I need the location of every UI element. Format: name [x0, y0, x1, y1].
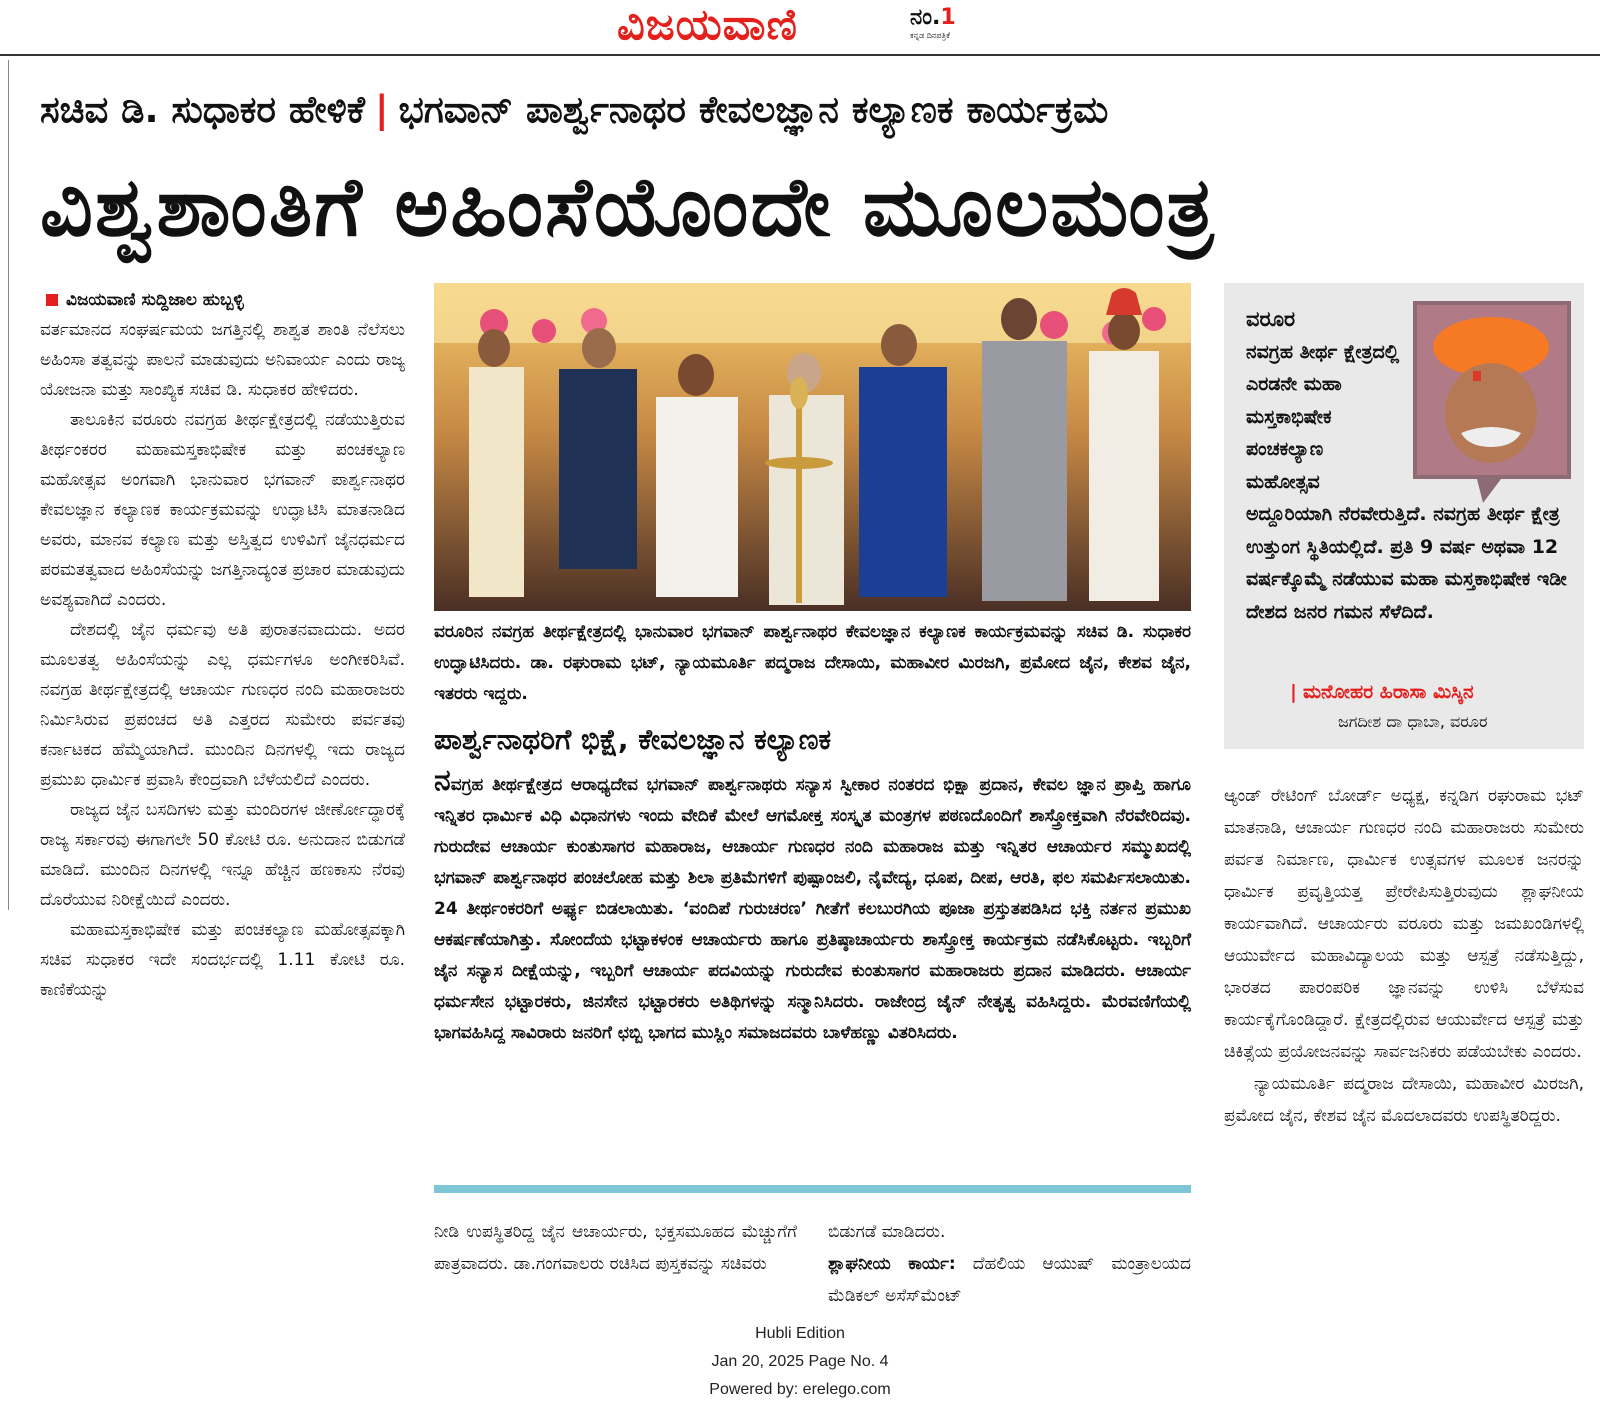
- pull-quote-author: [1290, 681, 1474, 703]
- left-paragraph: ಮಹಾಮಸ್ತಕಾಭಿಷೇಕ ಮತ್ತು ಪಂಚಕಲ್ಯಾಣ ಮಹೋತ್ಸವಕ್ಕಾಗಿ ಸಚಿವ ಸುಧಾಕರ ಇದೇ ಸಂದರ್ಭದಲ್ಲಿ 1.11 ಕೋಟಿ ರೂ. ಕಾಣಿಕೆಯನ್ನು: [40, 920, 405, 1000]
- pull-quote-narrow-text: ನವಗ್ರಹ ತೀರ್ಥ ಕ್ಷೇತ್ರದಲ್ಲಿ ಎರಡನೇ ಮಹಾ ಮಸ್ತಕಾಭಿಷೇಕ ಪಂಚಕಲ್ಯಾಣ ಮಹೋತ್ಸವ: [1246, 340, 1400, 493]
- kicker-left: ಸಚಿವ ಡಿ. ಸುಧಾಕರ ಹೇಳಿಕೆ: [40, 88, 365, 131]
- article-kicker: [40, 88, 1108, 132]
- badge-number: 1: [940, 5, 956, 30]
- pull-quote-text: [1246, 303, 1576, 628]
- left-column: [40, 285, 405, 1005]
- left-paragraph: ತಾಲೂಕಿನ ವರೂರು ನವಗ್ರಹ ತೀರ್ಥಕ್ಷೇತ್ರದಲ್ಲಿ ನಡೆಯುತ್ತಿರುವ ತೀರ್ಥಂಕರರ ಮಹಾಮಸ್ತಕಾಭಿಷೇಕ ಮತ್ತು ಪಂಚಕಲ್ಯಾಣ ಮಹೋತ್ಸವ ಅಂಗವಾಗಿ ಭಾನುವಾರ ಭಗವಾನ್ ಪಾರ್ಶ್ವನಾಥರ ಕೇವಲಜ್ಞಾನ ಕಲ್ಯಾಣಕ ಕಾರ್ಯಕ್ರಮವನ್ನು ಉದ್ಘಾಟಿಸಿ ಮಾತನಾಡಿದ ಅವರು, ಮಾನವ ಕಲ್ಯಾಣ ಮತ್ತು ಅಸ್ತಿತ್ವದ ಉಳಿವಿಗೆ ಜೈನಧರ್ಮದ ಪರಮತತ್ವವಾದ ಅಹಿಂಸೆಯನ್ನು ಜಗತ್ತಿನಾದ್ಯಂತ ಪ್ರಚಾರ ಮಾಡುವುದು ಅವಶ್ಯವಾಗಿದೆ ಎಂದರು.: [40, 410, 405, 610]
- right-column: [1224, 780, 1584, 1132]
- article-headline: ವಿಶ್ವಶಾಂತಿಗೆ ಅಹಿಂಸೆಯೊಂದೇ ಮೂಲಮಂತ್ರ: [40, 160, 1216, 255]
- photo-caption: ವರೂರಿನ ನವಗ್ರಹ ತೀರ್ಥಕ್ಷೇತ್ರದಲ್ಲಿ ಭಾನುವಾರ ಭಗವಾನ್ ಪಾರ್ಶ್ವನಾಥರ ಕೇವಲಜ್ಞಾನ ಕಲ್ಯಾಣಕ ಕಾರ್ಯಕ್ರಮವನ್ನು ಸಚಿವ ಡಿ. ಸುಧಾಕರ ಉದ್ಘಾಟಿಸಿದರು. ಡಾ. ರಘುರಾಮ ಭಟ್, ನ್ಯಾಯಮೂರ್ತಿ ಪದ್ಮರಾಜ ದೇಸಾಯಿ, ಮಹಾವೀರ ಮಿರಜಗಿ, ಪ್ರಮೋದ ಜೈನ, ಕೇಶವ ಜೈನ, ಇತರರು ಇದ್ದರು.: [434, 622, 1191, 704]
- left-paragraph: ರಾಜ್ಯದ ಜೈನ ಬಸದಿಗಳು ಮತ್ತು ಮಂದಿರಗಳ ಜೀರ್ಣೋದ್ಧಾರಕ್ಕೆ ರಾಜ್ಯ ಸರ್ಕಾರವು ಈಗಾಗಲೇ 50 ಕೋಟಿ ರೂ. ಅನುದಾನ ಬಿಡುಗಡೆ ಮಾಡಿದೆ. ಮುಂದಿನ ದಿನಗಳಲ್ಲಿ ಇನ್ನೂ ಹೆಚ್ಚಿನ ಹಣಕಾಸು ನೆರವು ದೊರೆಯುವ ನಿರೀಕ್ಷೆಯಿದೆ ಎಂದರು.: [40, 800, 405, 910]
- pull-quote-place: ಜಗದೀಶ ದಾ ಧಾಬಾ, ವರೂರ: [1338, 712, 1488, 731]
- middle-lower-right-text: [828, 1216, 1191, 1312]
- page-margin-rule: [8, 60, 9, 910]
- right-paragraph: ನ್ಯಾಯಮೂರ್ತಿ ಪದ್ಮರಾಜ ದೇಸಾಯಿ, ಮಹಾವೀರ ಮಿರಜಗಿ, ಪ್ರಮೋದ ಜೈನ, ಕೇಶವ ಜೈನ ಮೊದಲಾದವರು ಉಪಸ್ಥಿತರಿದ್ದರು.: [1224, 1074, 1584, 1126]
- author-name: ಮನೋಹರ ಹಿರಾಸಾ ಮಿಸ್ಕಿನ: [1302, 681, 1474, 703]
- middle-lower-right-rest: ದೆಹಲಿಯ ಆಯುಷ್ ಮಂತ್ರಾಲಯದ ಮೆಡಿಕಲ್ ಅಸೆಸ್‌ಮೆಂಟ್: [828, 1254, 1191, 1306]
- pull-quote-first-word: ವರೂರ: [1246, 307, 1296, 331]
- footer-date-page: Jan 20, 2025 Page No. 4: [711, 1353, 889, 1370]
- kicker-right: ಭಗವಾನ್ ಪಾರ್ಶ್ವನಾಥರ ಕೇವಲಜ್ಞಾನ ಕಲ್ಯಾಣಕ ಕಾರ್ಯಕ್ರಮ: [398, 88, 1109, 131]
- middle-lower-right-first: ಬಿಡುಗಡೆ ಮಾಡಿದರು.: [828, 1222, 946, 1242]
- left-paragraph: ದೇಶದಲ್ಲಿ ಜೈನ ಧರ್ಮವು ಅತಿ ಪುರಾತನವಾದುದು. ಅದರ ಮೂಲತತ್ವ ಅಹಿಂಸೆಯನ್ನು ಎಲ್ಲ ಧರ್ಮಗಳೂ ಅಂಗೀಕರಿಸಿವೆ. ನವಗ್ರಹ ತೀರ್ಥಕ್ಷೇತ್ರದಲ್ಲಿ ಆಚಾರ್ಯ ಗುಣಧರ ನಂದಿ ಮಹಾರಾಜರು ನಿರ್ಮಿಸಿರುವ ಪ್ರಪಂಚದ ಅತಿ ಎತ್ತರದ ಸುಮೇರು ಪರ್ವತವು ಕರ್ನಾಟಕದ ಹೆಮ್ಮೆಯಾಗಿದೆ. ಮುಂದಿನ ದಿನಗಳಲ್ಲಿ ಇದು ರಾಜ್ಯದ ಪ್ರಮುಖ ಧಾರ್ಮಿಕ ಪ್ರವಾಸಿ ಕೇಂದ್ರವಾಗಿ ಬೆಳೆಯಲಿದೆ ಎಂದರು.: [40, 620, 405, 790]
- badge-prefix: ನಂ.: [910, 5, 941, 30]
- number-one-badge: [910, 5, 984, 47]
- kicker-separator: |: [374, 88, 389, 131]
- byline-text: ವಿಜಯವಾಣಿ ಸುದ್ದಿಜಾಲ ಹುಬ್ಬಳ್ಳಿ: [66, 290, 244, 310]
- footer-powered-by: Powered by: erelego.com: [709, 1381, 891, 1398]
- page-footer: [0, 1320, 1600, 1404]
- badge-subtitle: ಕನ್ನಡ ದಿನಪತ್ರಿಕೆ: [910, 31, 951, 40]
- masthead: [0, 0, 1600, 55]
- right-paragraph: ಆ್ಯಂಡ್ ರೇಟಿಂಗ್ ಬೋರ್ಡ್ ಅಧ್ಯಕ್ಷ, ಕನ್ನಡಿಗ ರಘುರಾಮ ಭಟ್ ಮಾತನಾಡಿ, ಆಚಾರ್ಯ ಗುಣಧರ ನಂದಿ ಮಹಾರಾಜರು ಸುಮೇರು ಪರ್ವತ ನಿರ್ಮಾಣ, ಧಾರ್ಮಿಕ ಉತ್ಸವಗಳ ಮೂಲಕ ಜನರನ್ನು ಧಾರ್ಮಿಕ ಪ್ರವೃತ್ತಿಯತ್ತ ಪ್ರೇರೇಪಿಸುತ್ತಿರುವುದು ಶ್ಲಾಘನೀಯ ಕಾರ್ಯವಾಗಿದೆ. ಆಚಾರ್ಯರು ವರೂರು ಮತ್ತು ಜಮಖಂಡಿಗಳಲ್ಲಿ ಆಯುರ್ವೇದ ಮಹಾವಿದ್ಯಾಲಯ ಮತ್ತು ಆಸ್ಪತ್ರೆ ನಡೆಸುತ್ತಿದ್ದು, ಭಾರತದ ಪಾರಂಪರಿಕ ಜ್ಞಾನವನ್ನು ಉಳಿಸಿ ಬೆಳೆಸುವ ಕಾರ್ಯಕೈಗೊಂಡಿದ್ದಾರೆ. ಕ್ಷೇತ್ರದಲ್ಲಿರುವ ಆಯುರ್ವೇದ ಆಸ್ಪತ್ರೆ ಮತ್ತು ಚಿಕಿತ್ಸೆಯ ಪ್ರಯೋಜನವನ್ನು ಸಾರ್ವಜನಿಕರು ಪಡೆಯಬೇಕು ಎಂದರು.: [1224, 786, 1584, 1062]
- drop-cap: ನ: [434, 763, 451, 798]
- event-photo: [434, 283, 1191, 611]
- byline-marker-icon: [46, 294, 58, 306]
- masthead-divider: [0, 54, 1600, 56]
- sub-headline: ಪಾರ್ಶ್ವನಾಥರಿಗೆ ಭಿಕ್ಷೆ, ಕೇವಲಜ್ಞಾನ ಕಲ್ಯಾಣಕ: [434, 723, 832, 756]
- left-paragraph: ವರ್ತಮಾನದ ಸಂಘರ್ಷಮಯ ಜಗತ್ತಿನಲ್ಲಿ ಶಾಶ್ವತ ಶಾಂತಿ ನೆಲೆಸಲು ಅಹಿಂಸಾ ತತ್ವವನ್ನು ಪಾಲನೆ ಮಾಡುವುದು ಅನಿವಾರ್ಯ ಎಂದು ರಾಜ್ಯ ಯೋಜನಾ ಮತ್ತು ಸಾಂಖ್ಯಿಕ ಸಚಿವ ಡಿ. ಸುಧಾಕರ ಹೇಳಿದರು.: [40, 320, 405, 400]
- middle-story-text: ವಗ್ರಹ ತೀರ್ಥಕ್ಷೇತ್ರದ ಆರಾಧ್ಯದೇವ ಭಗವಾನ್ ಪಾರ್ಶ್ವನಾಥರು ಸನ್ಯಾಸ ಸ್ವೀಕಾರ ನಂತರದ ಭಿಕ್ಷಾ ಪ್ರದಾನ, ಕೇವಲ ಜ್ಞಾನ ಪ್ರಾಪ್ತಿ ಹಾಗೂ ಇನ್ನಿತರ ಧಾರ್ಮಿಕ ವಿಧಿ ವಿಧಾನಗಳು ಇಂದು ವೇದಿಕೆ ಮೇಲೆ ಆಗಮೋಕ್ತ ಸಂಸ್ಕೃತ ಮಂತ್ರಗಳ ಪಠಣದೊಂದಿಗೆ ಶಾಸ್ತ್ರೋಕ್ತವಾಗಿ ನೆರವೇರಿದವು. ಗುರುದೇವ ಆಚಾರ್ಯ ಕುಂತುಸಾಗರ ಮಹಾರಾಜ, ಆಚಾರ್ಯ ಗುಣಧರ ನಂದಿ ಮಹಾರಾಜ ಮತ್ತು ಇನ್ನಿತರ ಆಚಾರ್ಯರ ಸಮ್ಮುಖದಲ್ಲಿ ಭಗವಾನ್ ಪಾರ್ಶ್ವನಾಥರ ಪಂಚಲೋಹ ಮತ್ತು ಶಿಲಾ ಪ್ರತಿಮೆಗಳಿಗೆ ಪುಷ್ಪಾಂಜಲಿ, ನೈವೇದ್ಯ, ಧೂಪ, ದೀಪ, ಆರತಿ, ಫಲ ಸಮರ್ಪಿಸಲಾಯಿತು. 24 ತೀರ್ಥಂಕರರಿಗೆ ಅರ್ಘ್ಯ ಬಿಡಲಾಯಿತು. ‘ವಂದಿಪೆ ಗುರುಚರಣ’ ಗೀತೆಗೆ ಕಲಬುರಗಿಯ ಪೂಜಾ ಪ್ರಸ್ತುತಪಡಿಸಿದ ಭಕ್ತಿ ನರ್ತನ ಪ್ರಮುಖ ಆಕರ್ಷಣೆಯಾಗಿತ್ತು. ಸೋಂದೆಯ ಭಟ್ಟಾಕಳಂಕ ಆಚಾರ್ಯರು ಹಾಗೂ ಪ್ರತಿಷ್ಠಾಚಾರ್ಯರು ಶಾಸ್ತ್ರೋಕ್ತ ಕಾರ್ಯಕ್ರಮ ನಡೆಸಿಕೊಟ್ಟರು. ಇಬ್ಬರಿಗೆ ಜೈನ ಸನ್ಯಾಸ ದೀಕ್ಷೆಯನ್ನು, ಇಬ್ಬರಿಗೆ ಆಚಾರ್ಯ ಪದವಿಯನ್ನು ಗುರುದೇವ ಕುಂತುಸಾಗರ ಮಹಾರಾಜರು ಪ್ರದಾನ ಮಾಡಿದರು. ಆಚಾರ್ಯ ಧರ್ಮಸೇನ ಭಟ್ಟಾರಕರು, ಜಿನಸೇನ ಭಟ್ಟಾರಕರು ಅತಿಥಿಗಳನ್ನು ಸನ್ಮಾನಿಸಿದರು. ರಾಜೇಂದ್ರ ಜೈನ್ ನೇತೃತ್ವ ವಹಿಸಿದ್ದರು. ಮೆರವಣಿಗೆಯಲ್ಲಿ ಭಾಗವಹಿಸಿದ್ದ ಸಾವಿರಾರು ಜನರಿಗೆ ಛಬ್ಬಿ ಭಾಗದ ಮುಸ್ಲಿಂ ಸಮಾಜದವರು ಬಾಳೆಹಣ್ಣು ವಿತರಿಸಿದರು.: [434, 775, 1191, 1043]
- newspaper-logo: ವಿಜಯವಾಣಿ: [617, 0, 798, 50]
- event-photo-illustration: [434, 283, 1191, 611]
- middle-story-body: [434, 765, 1191, 1049]
- pull-quote-wide-text: ಅದ್ದೂರಿಯಾಗಿ ನೆರವೇರುತ್ತಿದೆ. ನವಗ್ರಹ ತೀರ್ಥ ಕ್ಷೇತ್ರ ಉತ್ತುಂಗ ಸ್ಥಿತಿಯಲ್ಲಿದೆ. ಪ್ರತಿ 9 ವರ್ಷ ಅಥವಾ 12 ವರ್ಷಕ್ಕೊಮ್ಮೆ ನಡೆಯುವ ಮಹಾ ಮಸ್ತಕಾಭಿಷೇಕ ಇಡೀ ದೇಶದ ಜನರ ಗಮನ ಸೆಳೆದಿದೆ.: [1246, 503, 1567, 623]
- subsection-lead: ಶ್ಲಾಘನೀಯ ಕಾರ್ಯ:: [828, 1254, 956, 1274]
- section-divider: [434, 1185, 1191, 1193]
- badge-label: [910, 5, 984, 31]
- middle-lower-left-text: ನೀಡಿ ಉಪಸ್ಥಿತರಿದ್ದ ಜೈನ ಆಚಾರ್ಯರು, ಭಕ್ತಸಮೂಹದ ಮೆಚ್ಚುಗೆಗೆ ಪಾತ್ರವಾದರು. ಡಾ.ಗಂಗವಾಲರು ರಚಿಸಿದ ಪುಸ್ತಕವನ್ನು ಸಚಿವರು: [434, 1222, 797, 1274]
- byline: [40, 285, 405, 315]
- author-marker: |: [1290, 681, 1297, 703]
- footer-edition: Hubli Edition: [755, 1325, 845, 1342]
